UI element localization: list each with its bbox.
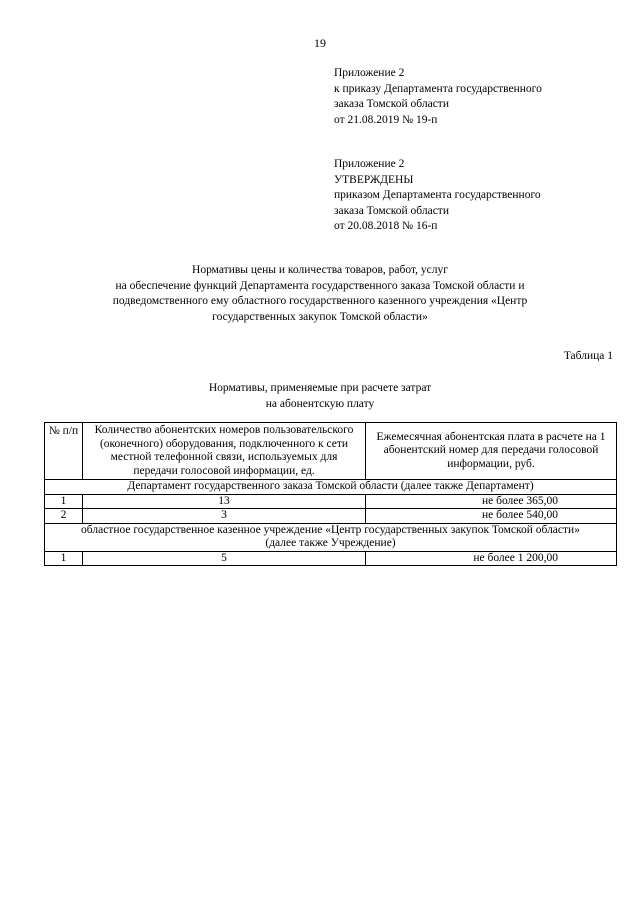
cell-qty: 5 (83, 551, 366, 566)
cell-qty: 3 (83, 509, 366, 524)
table-row (45, 509, 617, 524)
table-label: Таблица 1 (563, 350, 613, 362)
appendix-line: к приказу Департамента государственного (334, 82, 542, 95)
table-header-row (45, 423, 617, 480)
title-line: Нормативы цены и количества товаров, работ, услуг (192, 264, 448, 276)
title-line: подведомственного ему областного государственного казенного учреждения «Центр (112, 295, 528, 307)
cell-qty: 13 (83, 494, 366, 509)
table-row (45, 494, 617, 509)
norms-table (44, 422, 617, 566)
table-title-line: Нормативы, применяемые при расчете затрат (208, 382, 432, 394)
title-line: государственных закупок Томской области» (212, 310, 428, 323)
title-line: на обеспечение функций Департамента государственного заказа Томской области и (115, 279, 525, 292)
document-title (0, 263, 640, 325)
cell-fee: не более 365,00 (366, 494, 617, 509)
cell-fee: не более 540,00 (366, 509, 617, 524)
approved-line: приказом Департамента государственного (334, 189, 541, 201)
section-row (45, 523, 617, 551)
appendix-line: Приложение 2 (334, 67, 405, 79)
appendix-block (334, 66, 542, 128)
cell-num: 2 (45, 509, 83, 524)
approved-line: Приложение 2 (334, 158, 405, 170)
appendix-line: заказа Томской области (334, 98, 449, 110)
cell-fee: не более 1 200,00 (366, 551, 617, 566)
cell-num: 1 (45, 551, 83, 566)
cell-num: 1 (45, 494, 83, 509)
approved-line: от 20.08.2018 № 16-п (334, 220, 438, 232)
header-qty: Количество абонентских номеров пользовательского (оконечного) оборудования, подключенного к сети местной телефонной связи, используемых для передачи голосовой информации, ед. (83, 423, 366, 480)
section-department: Департамент государственного заказа Томской области (далее также Департамент) (45, 480, 617, 495)
section-institution: областное государственное казенное учреждение «Центр государственных закупок Томской области» (далее также Учреждение) (45, 523, 617, 551)
table-title (0, 381, 640, 412)
approved-line: УТВЕРЖДЕНЫ (334, 173, 414, 186)
page-number: 19 (314, 36, 326, 50)
header-num: № п/п (45, 423, 83, 480)
appendix-line: от 21.08.2019 № 19-п (334, 113, 438, 126)
section-row (45, 480, 617, 495)
approved-block (334, 157, 541, 235)
table-title-line: на абонентскую плату (265, 397, 375, 410)
table-row (45, 551, 617, 566)
header-fee: Ежемесячная абонентская плата в расчете на 1 абонентский номер для передачи голосовой информации, руб. (366, 423, 617, 480)
approved-line: заказа Томской области (334, 204, 449, 217)
